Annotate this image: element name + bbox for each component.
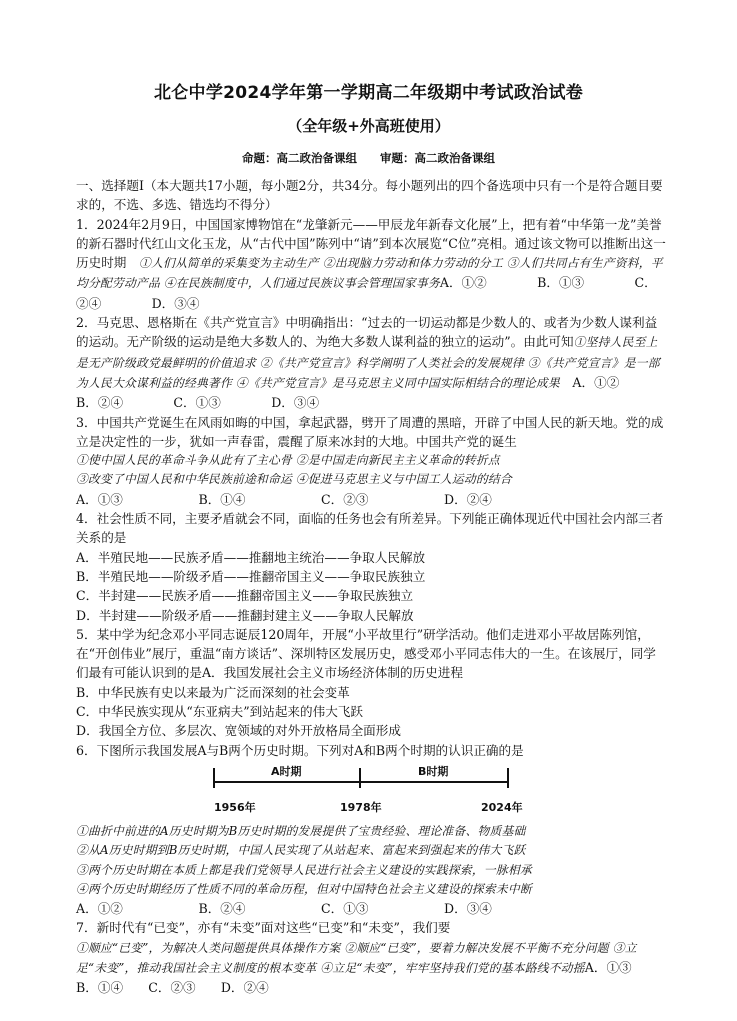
q2-choices: A．①② B．②④ C．①③ D．③④ [76,374,670,411]
q7-choices: A．①③ B．①④ C．②③ D．②④ [76,959,657,996]
exam-authors: 命题：高二政治备课组 审题：高二政治备课组 [242,151,495,165]
q5-option-d: D．我国全方位、多层次、宽领域的对外开放格局全面形成 [76,723,401,739]
timeline-period-a: A时期 [271,764,302,778]
question-body [76,176,670,998]
q6-option-4: ④两个历史时期经历了性质不同的革命历程，但对中国特色社会主义建设的探索未中断 [76,881,532,896]
question-4-stem: 4．社会性质不同，主要矛盾就会不同，面临的任务也会有所差异。下列能正确体现近代中国社会内部三者关系的是 [76,511,664,546]
q1-stem-text: 1．2024年2月9日，中国国家博物馆在“龙肇新元——甲辰龙年新春文化展”上，把有着“中华第一龙”美誉的新石器时代红山文化玉龙，从“古代中国”陈列中“请”到本次展览“C位”亮相。通过该文物可以推断出这一历史时期 [76,216,666,271]
q7-options: ①顺应“已变”，为解决人类问题提供具体操作方案 ②顺应“已变”，要着力解决发展不平衡不充分问题 ③立足“未变”，推动我国社会主义制度的根本变革 ④立足“未变”，牢牢坚持我们党的基本路线不动摇 [76,940,637,975]
question-5-stem: 5．某中学为纪念邓小平同志诞辰120周年，开展“小平故里行”研学活动。他们走进邓小平故居陈列馆，在“开创伟业”展厅，重温“南方谈话”、深圳特区发展历史，感受邓小平同志伟大的一生。在该展厅，同学们最有可能认识到的是A．我国发展社会主义市场经济体制的历史进程 [76,626,656,681]
q3-option-line-2: ③改变了中国人民和中华民族前途和命运 ④促进马克思主义与中国工人运动的结合 [76,472,512,487]
question-3-stem: 3．中国共产党诞生在风雨如晦的中国，拿起武器，劈开了周遭的黑暗，开辟了中国人民的新天地。党的成立是决定性的一步，犹如一声春雷，震醒了原来冰封的大地。中国共产党的诞生 [76,414,664,449]
q4-option-b: B．半殖民地——阶级矛盾——推翻帝国主义——争取民族独立 [76,568,426,584]
q6-choices: A．①② B．②④ C．①③ D．③④ [76,901,492,917]
q2-stem-text: 2．马克思、恩格斯在《共产党宣言》中明确指出：“过去的一切运动都是少数人的、或者为少数人谋利益的运动。无产阶级的运动是绝大多数人的、为绝大多数人谋利益的独立的运动”。由此可知 [76,315,658,350]
question-2-stem [76,313,670,412]
exam-subtitle: （全年级+外高班使用） [287,117,450,135]
q6-option-3: ③两个历史时期在本质上都是我们党领导人民进行社会主义建设的实践探索，一脉相承 [76,862,532,877]
timeline-year-1956: 1956年 [214,800,256,814]
q3-option-line-1: ①使中国人民的革命斗争从此有了主心骨 ②是中国走向新民主主义革命的转折点 [76,453,500,468]
section-heading: 一、选择题Ⅰ（本大题共17小题，每小题2分，共34分。每小题列出的四个备选项中只有一个是符合题目要求的，不选、多选、错选均不得分） [76,178,663,213]
question-6-stem: 6．下图所示我国发展A与B两个历史时期。下列对A和B两个时期的认识正确的是 [76,742,524,758]
q4-option-d: D．半封建——阶级矛盾——推翻封建主义——争取人民解放 [76,607,414,623]
q5-option-c: C．中华民族实现从“东亚病夫”到站起来的伟大飞跃 [76,704,363,720]
history-timeline [76,762,666,822]
question-7-stem: 7．新时代有“已变”，亦有“未变”面对这些“已变”和“未变”，我们要 [76,920,451,936]
question-1-stem [76,215,666,313]
q6-option-2: ②从A历史时期到B历史时期，中国人民实现了从站起来、富起来到强起来的伟大飞跃 [76,843,526,858]
timeline-year-2024: 2024年 [481,800,523,814]
q2-options: ①坚持人民至上是无产阶级政党最鲜明的价值追求 ②《共产党宣言》科学阐明了人类社会的发展规律 ③《共产党宣言》是一部为人民大众谋利益的经典著作 ④《共产党宣言》是马克思主义同中国实际相结合的理论成果 [76,335,660,390]
q4-option-a: A．半殖民地——民族矛盾——推翻地主统治——争取人民解放 [76,549,426,565]
q1-choices: A．①② B．①③ C．②④ D．③④ [76,275,657,311]
exam-title: 北仑中学2024学年第一学期高二年级期中考试政治试卷 [153,83,584,103]
q3-choices: A．①③ B．①④ C．②③ D．②④ [76,491,492,507]
q1-options: ①人们从简单的采集变为主动生产 ②出现脑力劳动和体力劳动的分工 ③人们共同占有生产资料，平均分配劳动产品 ④在民族制度中，人们通过民族议事会管理国家事务 [76,256,663,291]
timeline-period-b: B时期 [418,764,449,778]
q7-body [76,938,666,998]
timeline-year-1978: 1978年 [340,800,382,814]
q5-option-b: B．中华民族有史以来最为广泛而深刻的社会变革 [76,684,350,700]
q6-option-1: ①曲折中前进的A历史时期为B历史时期的发展提供了宝贵经验、理论准备、物质基础 [76,823,526,838]
q4-option-c: C．半封建——民族矛盾——推翻帝国主义——争取民族独立 [76,588,414,604]
